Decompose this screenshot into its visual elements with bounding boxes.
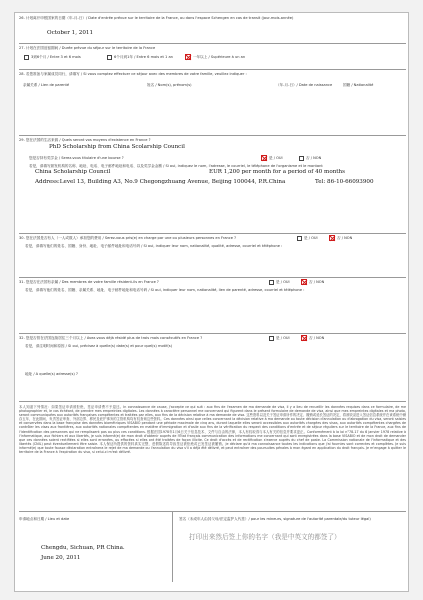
- q32-yes-label: 是 / OUI: [276, 336, 290, 340]
- section-28: [19, 69, 406, 135]
- signature-label: 签名（未成年人由其父母/法定监护人代签）/ pour les mineurs, signature de l'autorité parentale/du tuteur légal): [179, 517, 371, 521]
- q27-checkbox-3-6-months[interactable]: [24, 55, 29, 60]
- footer-signature: [19, 511, 406, 591]
- place-answer[interactable]: Chengdu, Sichuan, PR China.: [41, 545, 125, 551]
- q30-no-checkbox-checked[interactable]: [329, 235, 335, 241]
- date-answer[interactable]: June 20, 2011: [41, 555, 81, 561]
- q29-no-checkbox[interactable]: [299, 156, 304, 161]
- q29-address[interactable]: Address:Level 13, Building A3, No.9 Chegongzhuang Avenue, Beijing 100044, P.R.China: [35, 179, 286, 185]
- q29-yes-label: 是 / OUI: [269, 156, 283, 160]
- q27-checkbox-over-1-year-checked[interactable]: [185, 54, 191, 60]
- q32-no-label: 否 / NON: [309, 336, 325, 340]
- q29-detail-label: 若是，请填写颁发机构的名称、地址、电话、电子邮件地址和电话、以及奖学金金额 / Si oui, indiquez le nom, l'adresse, le courriel, le téléphone de l'organisme et le montant: [29, 164, 323, 168]
- legal-declaration: [19, 401, 406, 509]
- place-date-label: 申请地点和日期 / Lieu et date: [19, 517, 70, 521]
- q32-period-label: 若是，请注明时间和原因 / Si oui, précisez à quelle(s) date(s) et pour quel(s) motif(s): [25, 344, 173, 348]
- q28-col-name: 姓名 / Nom(s), prénom(s): [147, 83, 192, 87]
- q29-answer[interactable]: PhD Scholarship from China Scolarship Council: [49, 144, 185, 150]
- q31-yes-checkbox[interactable]: [269, 280, 274, 285]
- q30-yes-checkbox[interactable]: [297, 236, 302, 241]
- footer-divider: [172, 512, 173, 582]
- q26-label: 26. 计划离开申根国家的日期（年-月-日）/ Date d'entrée prévue sur le territoire de la France, ou dans l'espace Schengen en cas de transit (jour-mois-année): [19, 16, 294, 20]
- q27-label: 27. 计划在法国逗留期间 / Durée prévue du séjour sur le territoire de la France: [19, 46, 156, 50]
- q30-label: 30. 您在法国是否有人（一人或数人）承担您的费用 / Serez-vous pris(e) en charge par une ou plusieurs personnes en France ?: [19, 236, 237, 240]
- q32-address-label: 地址 / A quelle(s) adresse(s) ?: [25, 372, 78, 376]
- visa-form-page: [14, 12, 409, 592]
- q27-opt2-label: 6个月到1年 / Entre 6 mois et 1 an: [114, 55, 173, 59]
- q29-amount[interactable]: EUR 1,200 per month for a period of 40 months: [209, 169, 346, 175]
- q27-opt1-label: 3到6个月 / Entre 3 et 6 mois: [31, 55, 81, 59]
- q27-opt3-label: 一年以上 / Supérieure à un an: [193, 55, 246, 59]
- q32-no-checkbox-checked[interactable]: [301, 335, 307, 341]
- q31-no-label: 否 / NON: [309, 280, 325, 284]
- q28-col-nat: 国籍 / Nationalité: [343, 83, 374, 87]
- q27-checkbox-6-12-months[interactable]: [107, 55, 112, 60]
- q26-answer[interactable]: October 1, 2011: [47, 30, 94, 36]
- q28-col-dob: （年-月-日）/ Date de naissance: [276, 83, 333, 87]
- q31-label: 31. 您是否在法国有亲属 / Des membres de votre famille résident-ils en France ?: [19, 280, 159, 284]
- q31-detail-label: 若是，请填写他们的姓名、国籍、亲属关系、地址、电子邮件地址和电话号码 / Si oui, indiquer leur nom, nationalité, lien de parenté, adresse, courriel et téléphone :: [25, 288, 305, 292]
- q32-label: 32. 您是否曾在法国连续居住三个月以上 / Avez-vous déjà résidé plus de trois mois consécutifs en France ?: [19, 336, 203, 340]
- section-27: [19, 43, 406, 65]
- q29-organism[interactable]: China Scholarship Council: [35, 169, 111, 175]
- section-29: [19, 135, 406, 213]
- section-32: [19, 333, 406, 399]
- section-30: [19, 233, 406, 277]
- q28-label: 28. 若您准备与家属成员同行，请填写 / Si vous comptez effectuer ce séjour avec des membres de votre famille, veuillez indiquer :: [19, 72, 247, 76]
- q30-detail-label: 若是，请填写他们的姓名、国籍、身份、地址、电子邮件地址和电话号码 / Si oui, indiquer leur nom, nationalité, qualité, adresse, courriel et téléphone :: [25, 244, 283, 248]
- q29-no-label: 否 / NON: [306, 156, 322, 160]
- q29-label: 29. 您在法国的生活来源 / Quels seront vos moyens d'existence en France ?: [19, 138, 151, 142]
- q29-tel[interactable]: Tel: 86-10-66093900: [315, 179, 374, 185]
- q31-no-checkbox-checked[interactable]: [301, 279, 307, 285]
- q28-col-link: 亲属关系 / Lien de parenté: [23, 83, 70, 87]
- q30-no-label: 否 / NON: [337, 236, 353, 240]
- q29-yes-checkbox-checked[interactable]: [261, 155, 267, 161]
- signature-note: 打印出来然后签上你的名字（我是中英文的都签了）: [189, 533, 341, 541]
- legal-text: 本人知道下列情况：如果签证申请被拒绝，签证申请费不予退还。In connaissance de cause, j'accepte ce qui suit : aux fins de l'examen de ma demande de visa, il y a lieu de recueillir les données requises dans ce formulaire, de me photographier et, le cas échéant, de prendre mes empreintes digitales. Les données à caractère personnel me concernant qui figurent dans le présent formulaire de demande de visa, ainsi que mes empreintes digitales et ma photo, seront communiquées aux autorités françaises compétentes et traitées par elles, aux fins de la décision relative à ma demande de visa. 这些资料以及关于签证申请所作的决定、撤销或延长签证的决定，将被收录进入签证信息系统并在该系统中储存五年，在此期间，负责签证审查、外部边界、移民及庇护事务的主管机构均有权查询这些资料。Ces données ainsi que celles concernant la décision relative à ma demande ou toute décision d'annulation ou d'abrogation du visa, seront saisies et conservées dans la base française des données biométriques VISABIO pendant une période maximale de cinq ans, durant laquelle elles seront accessibles aux autorités chargées des visas, aux autorités compétentes chargées de contrôler les visas aux frontières, aux autorités nationales compétentes en matière d'immigration et d'asile aux fins de la vérification du respect des conditions d'entrée et de séjour réguliers sur le territoire de la France, aux fins de l'identification des personnes qui ne remplissent pas ou plus ces conditions. 根据法国1978年1月6日关于信息技术、文件与自由的法律，本人有权取得与本人有关的信息并要求更正。Conformément à la loi n°78-17 du 6 janvier 1978 relative à l'informatique, aux fichiers et aux libertés, je suis informé(e) de mon droit d'obtenir auprès de l'État français communication des informations me concernant qui sont enregistrées dans la base VISABIO et de mon droit de demander que ces données soient rectifiées si elles sont erronées, ou effacées si elles ont été traitées de façon illicite. Ce droit d'accès et de rectification s'exerce auprès du chef de poste. La Commission nationale de l'informatique et des libertés (CNIL) peut éventuellement être saisie. 本人保证所提供的资料真实完整，虚假陈述将导致签证被拒绝或已发签证被撤销。Je déclare qu'à ma connaissance toutes les indications que j'ai fournies sont correctes et complètes. Je suis informé(e) que toute fausse déclaration entraînera le rejet de ma demande ou l'annulation du visa s'il a déjà été délivré, et peut entraîner des poursuites pénales à mon égard en application du droit français. Je m'engage à quitter le territoire de la France à l'expiration du visa, si celui-ci m'est délivré.: [19, 405, 406, 455]
- q31-yes-label: 是 / OUI: [276, 280, 290, 284]
- q30-yes-label: 是 / OUI: [304, 236, 318, 240]
- q32-yes-checkbox[interactable]: [269, 336, 274, 341]
- q29-scholarship-question: 您是否持有奖学金 / Serez-vous titulaire d'une bourse ?: [29, 156, 124, 160]
- section-31: [19, 277, 406, 323]
- section-26: [19, 15, 406, 43]
